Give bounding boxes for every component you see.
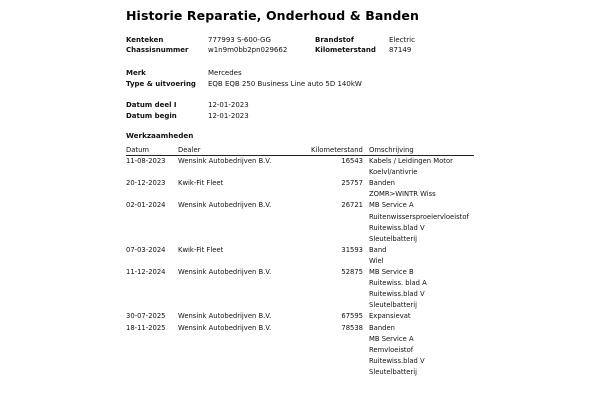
datum-deel-value: 12-01-2023 bbox=[208, 101, 249, 109]
kilometerstand-value: 87149 bbox=[389, 46, 412, 54]
row-dealer: Wensink Autobedrijven B.V. bbox=[178, 201, 272, 210]
row-dealer: Kwik-Fit Fleet bbox=[178, 245, 224, 254]
row-datum: 18-11-2025 bbox=[126, 323, 166, 332]
table-header-rule bbox=[126, 155, 474, 156]
row-kilometerstand: 31593 bbox=[341, 245, 363, 254]
row-omschrijving-item: Sleutelbatterij bbox=[369, 301, 417, 310]
row-kilometerstand: 78538 bbox=[341, 323, 363, 332]
datum-deel-label: Datum deel I bbox=[126, 101, 177, 109]
kenteken-label: Kenteken bbox=[126, 36, 164, 44]
row-omschrijving-item: Ruitenwissersproeiervloeistof bbox=[369, 212, 469, 221]
row-kilometerstand: 67595 bbox=[341, 312, 363, 321]
row-datum: 11-08-2023 bbox=[126, 157, 166, 165]
row-omschrijving-item: Banden bbox=[369, 323, 395, 332]
row-omschrijving-item: Ruitewiss.blad V bbox=[369, 223, 425, 232]
row-omschrijving-item: Ruitewiss.blad V bbox=[369, 290, 425, 299]
brandstof-value: Electric bbox=[389, 36, 415, 44]
brandstof-label: Brandstof bbox=[315, 36, 354, 44]
type-value: EQB EQB 250 Business Line auto 5D 140kW bbox=[208, 80, 362, 88]
row-omschrijving-item: Kabels / Leidingen Motor bbox=[369, 157, 453, 165]
row-omschrijving-item: Sleutelbatterij bbox=[369, 234, 417, 243]
row-datum: 30-07-2025 bbox=[126, 312, 166, 321]
chassis-label: Chassisnummer bbox=[126, 46, 189, 54]
row-omschrijving-item: Ruitewiss.blad V bbox=[369, 356, 425, 365]
merk-value: Mercedes bbox=[208, 69, 242, 77]
row-omschrijving-item: Band bbox=[369, 245, 387, 254]
datum-begin-value: 12-01-2023 bbox=[208, 112, 249, 120]
page-title: Historie Reparatie, Onderhoud & Banden bbox=[126, 8, 419, 23]
row-dealer: Wensink Autobedrijven B.V. bbox=[178, 157, 272, 165]
row-omschrijving-item: Ruitewiss. blad A bbox=[369, 279, 427, 288]
row-kilometerstand: 16543 bbox=[341, 157, 363, 165]
row-kilometerstand: 26721 bbox=[341, 201, 363, 210]
kenteken-value: 777993 S-600-GG bbox=[208, 36, 271, 44]
column-header-dealer: Dealer bbox=[178, 146, 201, 154]
row-omschrijving-item: Banden bbox=[369, 179, 395, 188]
row-omschrijving-item: MB Service A bbox=[369, 334, 414, 343]
chassis-value: w1n9m0bb2pn029662 bbox=[208, 46, 288, 54]
row-omschrijving-item: Wiel bbox=[369, 256, 384, 265]
row-omschrijving-item: MB Service A bbox=[369, 201, 414, 210]
column-header-kilometerstand: Kilometerstand bbox=[311, 146, 363, 154]
row-omschrijving-item: MB Service B bbox=[369, 268, 414, 276]
row-dealer: Wensink Autobedrijven B.V. bbox=[178, 312, 272, 321]
werkzaamheden-title: Werkzaamheden bbox=[126, 131, 194, 140]
row-omschrijving-item: ZOMR>WINTR Wiss bbox=[369, 190, 436, 199]
kilometerstand-label: Kilometerstand bbox=[315, 46, 376, 54]
row-omschrijving-item: Sleutelbatterij bbox=[369, 367, 417, 376]
row-dealer: Kwik-Fit Fleet bbox=[178, 179, 224, 188]
datum-begin-label: Datum begin bbox=[126, 112, 177, 120]
row-datum: 02-01-2024 bbox=[126, 201, 166, 210]
row-omschrijving-item: Koelvl/antivrie bbox=[369, 168, 418, 177]
row-dealer: Wensink Autobedrijven B.V. bbox=[178, 268, 272, 276]
row-omschrijving-item: Remvloeistof bbox=[369, 345, 414, 354]
row-dealer: Wensink Autobedrijven B.V. bbox=[178, 323, 272, 332]
merk-label: Merk bbox=[126, 69, 146, 77]
row-datum: 11-12-2024 bbox=[126, 268, 166, 276]
row-kilometerstand: 25757 bbox=[341, 179, 363, 188]
row-omschrijving-item: Expansievat bbox=[369, 312, 411, 321]
column-header-datum: Datum bbox=[126, 146, 149, 154]
row-datum: 20-12-2023 bbox=[126, 179, 166, 188]
type-label: Type & uitvoering bbox=[126, 80, 196, 88]
row-datum: 07-03-2024 bbox=[126, 245, 166, 254]
row-kilometerstand: 52875 bbox=[341, 268, 363, 276]
column-header-omschrijving: Omschrijving bbox=[369, 146, 414, 154]
